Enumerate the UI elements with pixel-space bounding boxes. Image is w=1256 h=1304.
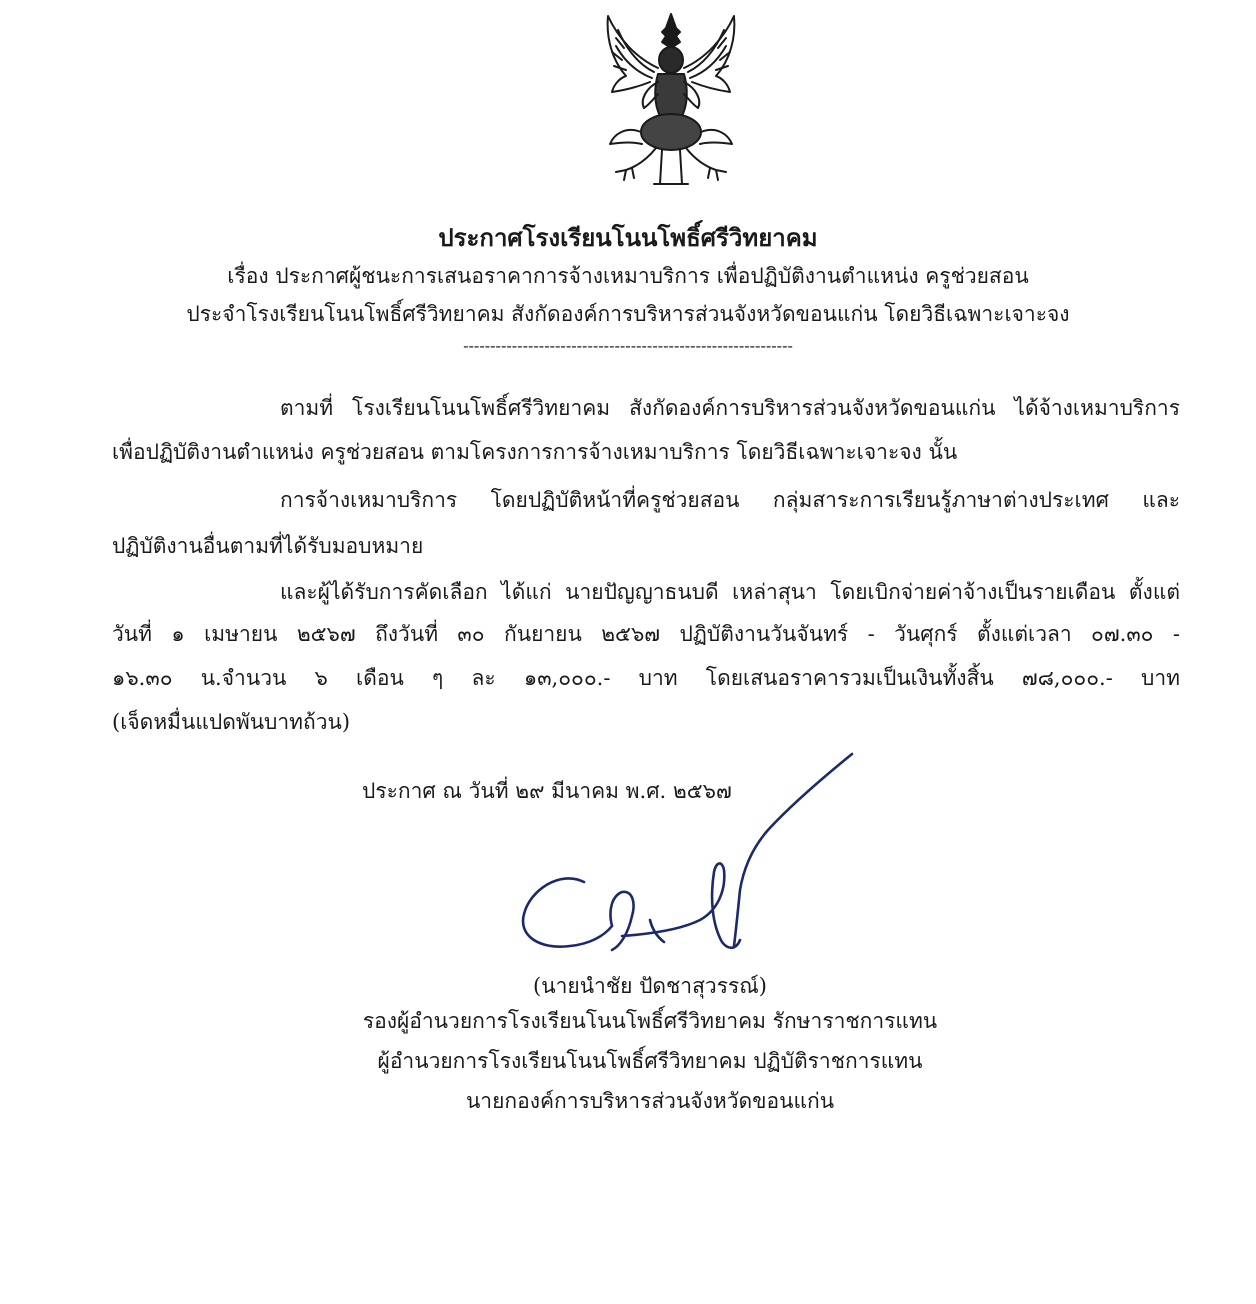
paragraph-1-line-2: เพื่อปฏิบัติงานตำแหน่ง ครูช่วยสอน ตามโครงการการจ้างเหมาบริการ โดยวิธีเฉพาะเจาะจง นั้น bbox=[112, 440, 958, 464]
announce-date: ประกาศ ณ วันที่ ๒๙ มีนาคม พ.ศ. ๒๕๖๗ bbox=[362, 779, 732, 803]
garuda-emblem-icon bbox=[596, 8, 746, 188]
page-title: ประกาศโรงเรียนโนนโพธิ์ศรีวิทยาคม bbox=[438, 223, 818, 252]
separator-line: ------------------------------------------------------------- bbox=[463, 336, 793, 355]
paragraph-3-line-4: (เจ็ดหมื่นแปดพันบาทถ้วน) bbox=[112, 710, 351, 734]
subject-line-2: ประจำโรงเรียนโนนโพธิ์ศรีวิทยาคม สังกัดองค์การบริหารส่วนจังหวัดขอนแก่น โดยวิธีเฉพาะเจาะจง bbox=[186, 302, 1070, 326]
paragraph-1-line-1: ตามที่ โรงเรียนโนนโพธิ์ศรีวิทยาคม สังกัดองค์การบริหารส่วนจังหวัดขอนแก่น ได้จ้างเหมาบริการ bbox=[280, 396, 1180, 420]
signatory-position-3: นายกองค์การบริหารส่วนจังหวัดขอนแก่น bbox=[465, 1089, 835, 1113]
signatory-name: (นายนำชัย ปัดชาสุวรรณ์) bbox=[533, 974, 767, 998]
paragraph-2-line-2: ปฏิบัติงานอื่นตามที่ได้รับมอบหมาย bbox=[112, 534, 424, 558]
paragraph-3-line-3: ๑๖.๓๐ น.จำนวน ๖ เดือน ๆ ละ ๑๓,๐๐๐.- บาท โดยเสนอราคารวมเป็นเงินทั้งสิ้น ๗๘,๐๐๐.- บาท bbox=[112, 666, 1180, 690]
handwritten-signature bbox=[500, 750, 860, 970]
paragraph-3-line-1: และผู้ได้รับการคัดเลือก ได้แก่ นายปัญญาธนบดี เหล่าสุนา โดยเบิกจ่ายค่าจ้างเป็นรายเดือน ตั้งแต่ bbox=[280, 580, 1180, 604]
signatory-position-1: รองผู้อำนวยการโรงเรียนโนนโพธิ์ศรีวิทยาคม รักษาราชการแทน bbox=[362, 1009, 938, 1033]
paragraph-2-line-1: การจ้างเหมาบริการ โดยปฏิบัติหน้าที่ครูช่วยสอน กลุ่มสาระการเรียนรู้ภาษาต่างประเทศ และ bbox=[280, 488, 1180, 512]
signatory-position-2: ผู้อำนวยการโรงเรียนโนนโพธิ์ศรีวิทยาคม ปฏิบัติราชการแทน bbox=[377, 1049, 923, 1073]
subject-line-1: เรื่อง ประกาศผู้ชนะการเสนอราคาการจ้างเหมาบริการ เพื่อปฏิบัติงานตำแหน่ง ครูช่วยสอน bbox=[227, 264, 1029, 288]
paragraph-3-line-2: วันที่ ๑ เมษายน ๒๕๖๗ ถึงวันที่ ๓๐ กันยายน ๒๕๖๗ ปฏิบัติงานวันจันทร์ - วันศุกร์ ตั้งแต่เวลา ๐๗.๓๐ - bbox=[112, 622, 1180, 646]
